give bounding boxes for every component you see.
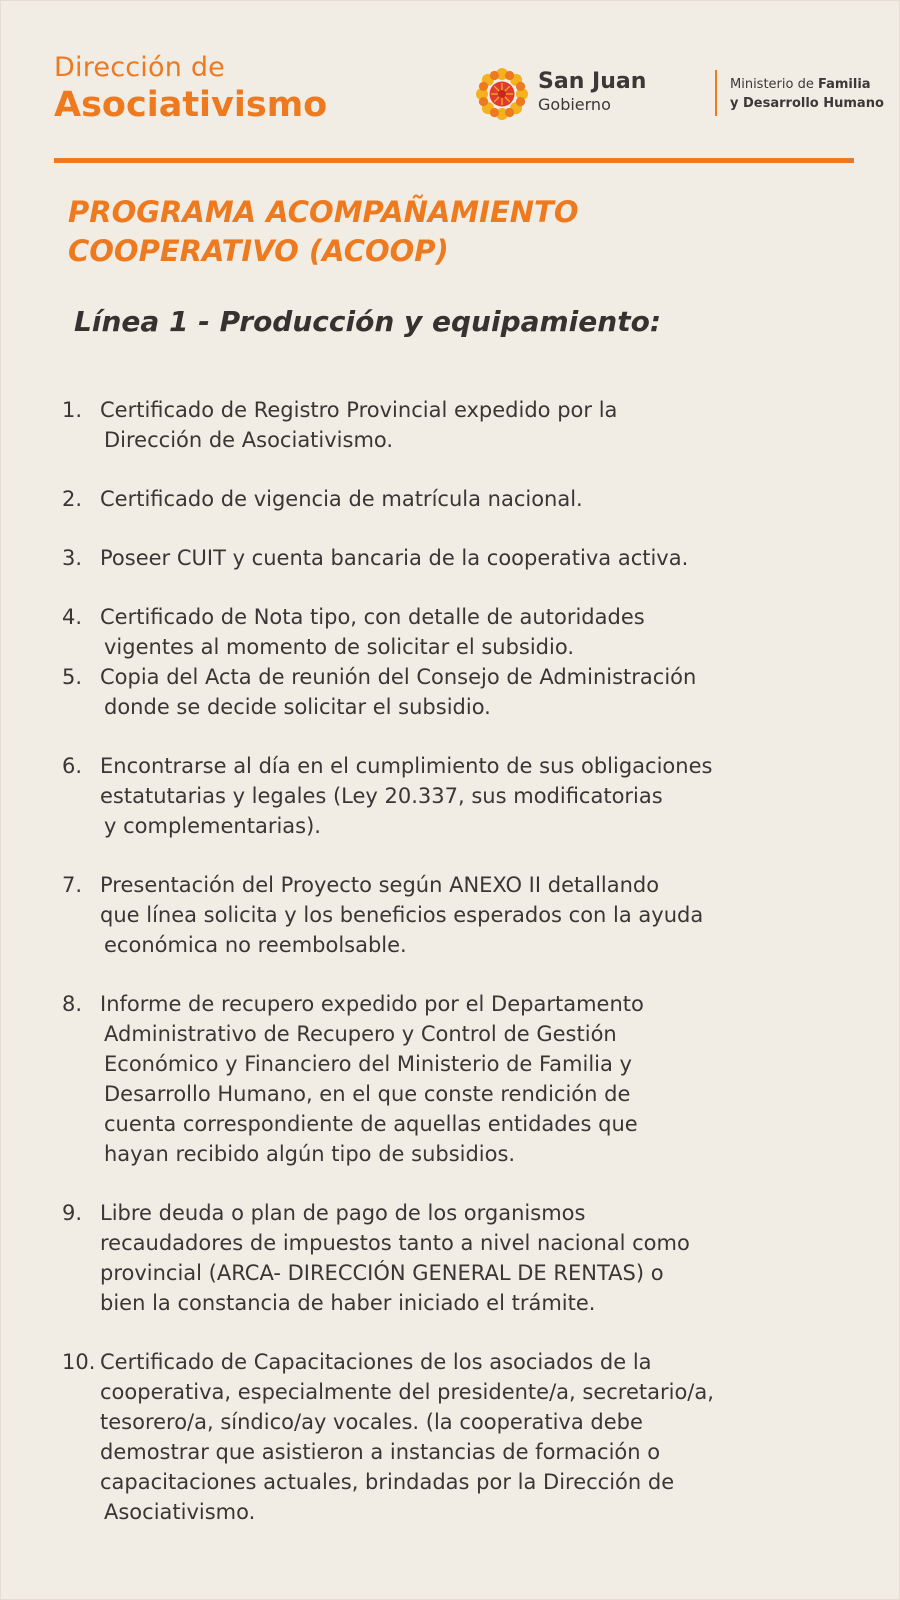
requirement-item <box>62 662 852 722</box>
requirement-item <box>62 395 852 455</box>
requirement-item <box>62 870 852 960</box>
requirement-text-line: que línea solicita y los beneficios esperados con la ayuda <box>100 903 704 927</box>
brand-main: Asociativismo <box>54 85 328 125</box>
requirement-item <box>62 1198 852 1318</box>
requirement-text-line: Encontrarse al día en el cumplimiento de sus obligaciones <box>100 754 713 778</box>
line-title: Línea 1 - Producción y equipamiento: <box>74 305 662 338</box>
requirement-text-line: Informe de recupero expedido por el Departamento <box>100 992 644 1016</box>
requirement-number: 9. <box>62 1201 83 1225</box>
government-brand <box>474 66 884 126</box>
requirement-text-line: Desarrollo Humano, en el que conste rendición de <box>104 1082 631 1106</box>
requirement-text-line: cooperativa, especialmente del presidente/a, secretario/a, <box>100 1380 714 1404</box>
requirement-item <box>62 1347 852 1527</box>
requirement-number: 10. <box>62 1350 96 1374</box>
requirement-number: 1. <box>62 398 83 422</box>
requirement-text-line: bien la constancia de haber iniciado el trámite. <box>100 1291 596 1315</box>
requirement-text-line: Certificado de Capacitaciones de los asociados de la <box>100 1350 652 1374</box>
requirement-text-line: provincial (ARCA- DIRECCIÓN GENERAL DE RENTAS) o <box>100 1261 664 1285</box>
brand-divider <box>715 70 717 116</box>
requirement-number: 2. <box>62 487 83 511</box>
requirement-text-line: hayan recibido algún tipo de subsidios. <box>104 1142 516 1166</box>
requirement-text-line: Certificado de Nota tipo, con detalle de autoridades <box>100 605 645 629</box>
requirement-text-line: Certificado de Registro Provincial expedido por la <box>100 398 618 422</box>
requirements-list <box>62 395 852 1527</box>
ministry-line1-regular: Ministerio de <box>730 77 818 92</box>
requirement-text-line: Libre deuda o plan de pago de los organismos <box>100 1201 586 1225</box>
requirement-item <box>62 543 852 573</box>
requirement-text-line: donde se decide solicitar el subsidio. <box>104 695 491 719</box>
brand-prefix: Dirección de <box>54 52 225 83</box>
requirement-text-line: tesorero/a, síndico/ay vocales. (la cooperativa debe <box>100 1410 643 1434</box>
requirement-text-line: cuenta correspondiente de aquellas entidades que <box>104 1112 638 1136</box>
requirement-text-line: capacitaciones actuales, brindadas por la Dirección de <box>100 1470 675 1494</box>
requirement-text-line: Dirección de Asociativismo. <box>104 428 394 452</box>
program-title-line-1: PROGRAMA ACOMPAÑAMIENTO <box>68 195 579 229</box>
requirement-text-line: Certificado de vigencia de matrícula nacional. <box>100 487 583 511</box>
requirement-text-line: económica no reembolsable. <box>104 933 407 957</box>
requirement-text-line: Presentación del Proyecto según ANEXO II detallando <box>100 873 660 897</box>
requirement-text-line: Copia del Acta de reunión del Consejo de Administración <box>100 665 697 689</box>
document-header <box>54 52 884 162</box>
ministry-line1-bold: Familia <box>817 77 871 92</box>
requirement-text-line: Poseer CUIT y cuenta bancaria de la cooperativa activa. <box>100 546 689 570</box>
requirement-text-line: recaudadores de impuestos tanto a nivel nacional como <box>100 1231 690 1255</box>
requirement-item <box>62 484 852 514</box>
requirement-text-line: vigentes al momento de solicitar el subsidio. <box>104 635 574 659</box>
requirement-number: 7. <box>62 873 83 897</box>
program-title-line-2: COOPERATIVO (ACOOP) <box>68 234 449 268</box>
government-title: San Juan <box>538 69 647 94</box>
requirement-number: 3. <box>62 546 83 570</box>
requirement-number: 5. <box>62 665 83 689</box>
requirement-text-line: estatutarias y legales (Ley 20.337, sus modificatorias <box>100 784 663 808</box>
requirement-text-line: Económico y Financiero del Ministerio de Familia y <box>104 1052 632 1076</box>
requirement-text-line: Administrativo de Recupero y Control de Gestión <box>104 1022 617 1046</box>
requirement-text-line: demostrar que asistieron a instancias de formación o <box>100 1440 661 1464</box>
header-divider <box>54 158 854 163</box>
requirement-item <box>62 602 852 662</box>
direccion-brand <box>54 52 327 126</box>
government-name <box>538 69 646 115</box>
requirement-number: 4. <box>62 605 83 629</box>
requirement-number: 6. <box>62 754 83 778</box>
requirement-item <box>62 989 852 1169</box>
program-title <box>68 193 828 271</box>
requirement-text-line: y complementarias). <box>104 814 321 838</box>
san-juan-sun-icon <box>474 66 530 122</box>
requirement-text-line: Asociativismo. <box>104 1500 256 1524</box>
requirement-item <box>62 751 852 841</box>
requirement-number: 8. <box>62 992 83 1016</box>
ministry-name <box>730 75 884 113</box>
government-subtitle: Gobierno <box>538 95 611 114</box>
ministry-line2-bold: y Desarrollo Humano <box>730 96 884 111</box>
